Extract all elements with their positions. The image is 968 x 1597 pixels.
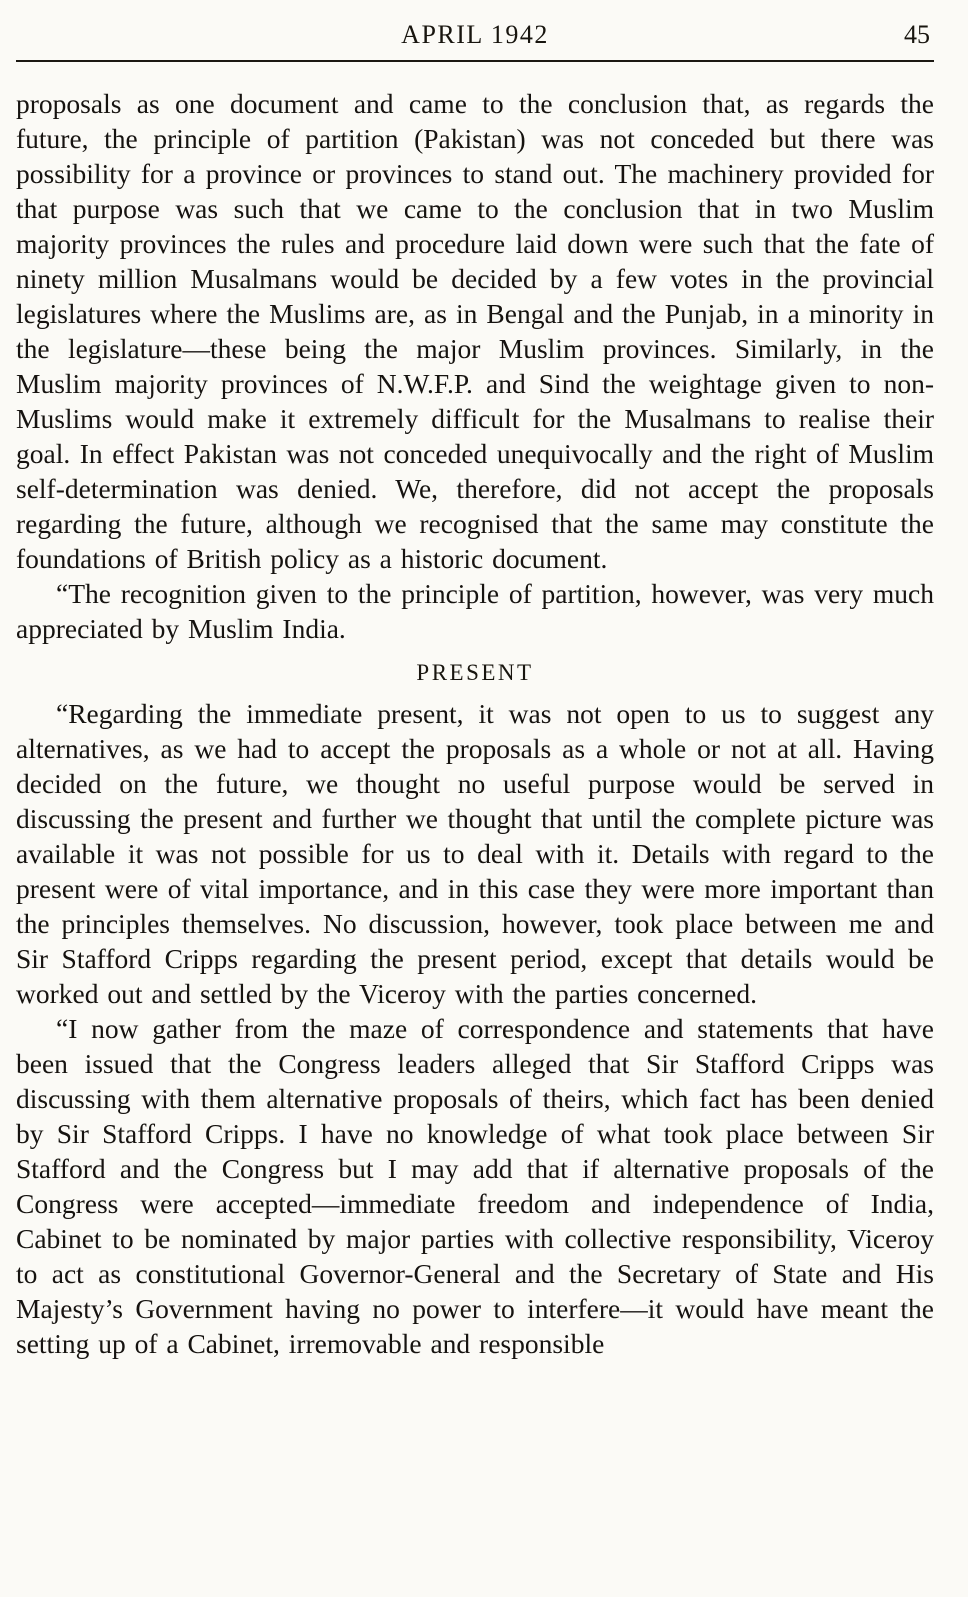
- paragraph-continuation: proposals as one document and came to the conclusion that, as regards the future, the principle of partition (Pakistan) was not conceded but there was possibility for a province or provinces to stand out. The machinery provided for that purpose was such that we came to the conclusion that in two Muslim majority provinces the rules and procedure laid down were such that the fate of ninety million Musalmans would be decided by a few votes in the provincial legislatures where the Muslims are, as in Bengal and the Punjab, in a minority in the legislature—these being the major Muslim provinces. Similarly, in the Muslim majority provinces of N.W.F.P. and Sind the weightage given to non-Muslims would make it extremely difficult for the Musalmans to realise their goal. In effect Pakistan was not conceded unequivocally and the right of Muslim self-determination was denied. We, therefore, did not accept the proposals regarding the future, although we recognised that the same may constitute the foundations of British policy as a historic document.: [16, 88, 934, 574]
- page-body: [16, 86, 934, 1361]
- section-heading: PRESENT: [416, 660, 534, 685]
- paragraph: “The recognition given to the principle of partition, however, was very much appreciated by Muslim India.: [16, 578, 934, 644]
- running-title: APRIL 1942: [401, 20, 549, 49]
- header-rule: [16, 60, 934, 62]
- paragraph: “Regarding the immediate present, it was not open to us to suggest any alternatives, as we had to accept the proposals as a whole or not at all. Having decided on the future, we thought no useful purpose would be served in discussing the present and further we thought that until the complete picture was available it was not possible for us to deal with it. Details with regard to the present were of vital importance, and in this case they were more important than the principles themselves. No discussion, however, took place between me and Sir Stafford Cripps regarding the present period, except that details would be worked out and settled by the Viceroy with the parties concerned.: [16, 698, 934, 1009]
- page-header: [16, 14, 934, 58]
- page-number: 45: [904, 20, 930, 49]
- paragraph: “I now gather from the maze of correspondence and statements that have been issued that the Congress leaders alleged that Sir Stafford Cripps was discussing with them alternative proposals of theirs, which fact has been denied by Sir Stafford Cripps. I have no knowledge of what took place between Sir Stafford and the Congress but I may add that if alternative proposals of the Congress were accepted—immediate freedom and independence of India, Cabinet to be nominated by major parties with collective responsibility, Viceroy to act as constitutional Governor-General and the Secretary of State and His Majesty’s Government having no power to interfere—it would have meant the setting up of a Cabinet, irremovable and responsible: [16, 1013, 934, 1359]
